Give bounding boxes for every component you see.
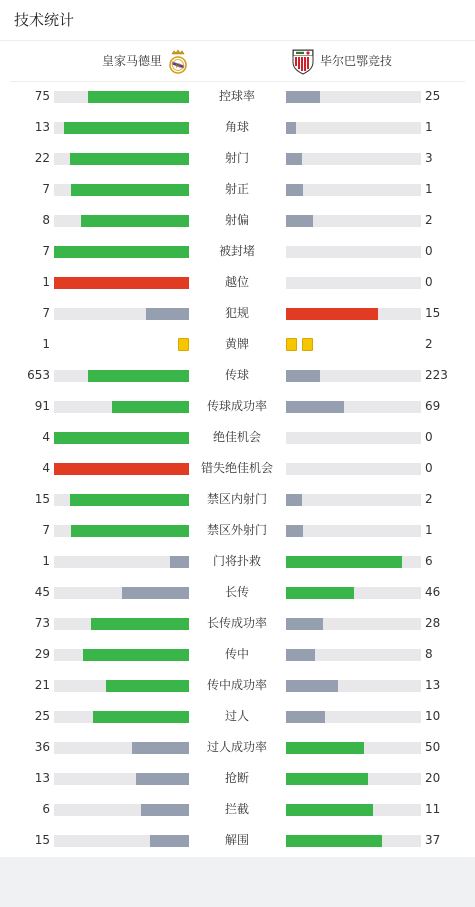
home-bar-fill	[71, 525, 189, 537]
home-bar-fill	[141, 804, 189, 816]
athletic-bilbao-crest-icon	[292, 48, 314, 75]
home-bar-track	[54, 494, 189, 506]
away-yellow-cards	[286, 338, 318, 351]
away-value: 1	[425, 120, 433, 134]
away-value: 50	[425, 740, 441, 754]
stat-label: 传中	[224, 647, 249, 661]
away-bar-fill	[286, 618, 323, 630]
stat-row	[0, 639, 475, 670]
home-bar-track	[54, 463, 189, 475]
home-bar-fill	[64, 122, 189, 134]
away-value: 28	[425, 616, 441, 630]
away-bar-track	[286, 432, 421, 444]
away-bar-fill	[286, 91, 320, 103]
home-bar-fill	[122, 587, 189, 599]
stat-row	[0, 112, 475, 143]
home-yellow-cards	[173, 338, 189, 351]
away-value: 10	[425, 709, 441, 723]
home-bar-track	[54, 711, 189, 723]
home-bar-track	[54, 587, 189, 599]
home-bar-fill	[81, 215, 189, 227]
home-bar-fill	[71, 184, 189, 196]
stat-row	[0, 391, 475, 422]
yellow-card-icon	[302, 338, 313, 351]
home-bar-track	[54, 525, 189, 537]
stat-row	[0, 670, 475, 701]
stat-row	[0, 174, 475, 205]
home-bar-track	[54, 184, 189, 196]
svg-text:M: M	[175, 63, 181, 70]
away-value: 0	[425, 275, 433, 289]
stat-label: 传球	[224, 368, 249, 382]
home-bar-track	[54, 804, 189, 816]
home-bar-track	[54, 215, 189, 227]
home-value: 15	[34, 492, 50, 506]
away-bar-fill	[286, 773, 368, 785]
away-bar-fill	[286, 215, 313, 227]
away-value: 46	[425, 585, 441, 599]
home-bar-track	[54, 618, 189, 630]
away-bar-fill	[286, 804, 373, 816]
stat-row	[0, 236, 475, 267]
stat-label: 被封堵	[218, 244, 255, 258]
away-bar-fill	[286, 494, 302, 506]
away-bar-track	[286, 122, 421, 134]
stat-row	[0, 608, 475, 639]
away-value: 1	[425, 182, 433, 196]
stat-label: 门将扑救	[212, 554, 261, 568]
away-value: 223	[425, 368, 448, 382]
stat-row	[0, 422, 475, 453]
away-bar-track	[286, 556, 421, 568]
away-value: 0	[425, 244, 433, 258]
stat-row	[0, 701, 475, 732]
home-value: 15	[34, 833, 50, 847]
away-value: 69	[425, 399, 441, 413]
home-bar-fill	[88, 91, 189, 103]
stat-row	[0, 484, 475, 515]
away-bar-track	[286, 649, 421, 661]
yellow-card-icon	[286, 338, 297, 351]
home-bar-fill	[54, 277, 189, 289]
home-bar-track	[54, 370, 189, 382]
stat-row	[0, 732, 475, 763]
home-bar-track	[54, 246, 189, 258]
home-bar-fill	[106, 680, 189, 692]
away-bar-fill	[286, 308, 378, 320]
teams-header	[10, 41, 465, 81]
home-bar-fill	[150, 835, 189, 847]
home-bar-track	[54, 277, 189, 289]
home-bar-fill	[54, 246, 189, 258]
stat-label: 过人	[224, 709, 249, 723]
home-bar-fill	[88, 370, 189, 382]
home-bar-fill	[112, 401, 189, 413]
home-value: 4	[42, 461, 50, 475]
stat-label: 射正	[224, 182, 249, 196]
away-bar-fill	[286, 680, 338, 692]
stat-label: 错失绝佳机会	[200, 461, 273, 475]
home-bar-track	[54, 91, 189, 103]
away-bar-fill	[286, 525, 303, 537]
away-bar-fill	[286, 649, 315, 661]
home-value: 7	[42, 182, 50, 196]
away-bar-track	[286, 184, 421, 196]
home-value: 36	[34, 740, 50, 754]
home-bar-track	[54, 835, 189, 847]
real-madrid-crest-icon	[168, 49, 188, 75]
stat-label: 绝佳机会	[212, 430, 261, 444]
home-bar-track	[54, 122, 189, 134]
yellow-card-icon	[178, 338, 189, 351]
home-bar-fill	[70, 153, 189, 165]
stat-row	[0, 360, 475, 391]
away-bar-fill	[286, 556, 402, 568]
home-value: 1	[42, 275, 50, 289]
away-bar-track	[286, 773, 421, 785]
stat-row	[0, 794, 475, 825]
stat-label: 传中成功率	[206, 678, 267, 692]
stat-label: 抢断	[224, 771, 249, 785]
home-bar-fill	[93, 711, 189, 723]
away-bar-track	[286, 463, 421, 475]
home-bar-track	[54, 773, 189, 785]
home-bar-fill	[70, 494, 189, 506]
away-bar-fill	[286, 153, 302, 165]
home-value: 75	[34, 89, 50, 103]
home-bar-fill	[146, 308, 189, 320]
away-value: 2	[425, 492, 433, 506]
stat-label: 角球	[224, 120, 249, 134]
stat-row	[0, 205, 475, 236]
stat-row	[0, 298, 475, 329]
stat-label: 长传	[224, 585, 249, 599]
home-value: 25	[34, 709, 50, 723]
stat-row	[0, 825, 475, 856]
stat-row	[0, 577, 475, 608]
away-bar-fill	[286, 835, 382, 847]
away-bar-track	[286, 91, 421, 103]
home-value: 1	[42, 554, 50, 568]
away-value: 11	[425, 802, 441, 816]
away-value: 2	[425, 337, 433, 351]
home-value: 29	[34, 647, 50, 661]
stat-row	[0, 546, 475, 577]
home-value: 21	[34, 678, 50, 692]
home-bar-fill	[132, 742, 189, 754]
away-bar-track	[286, 742, 421, 754]
away-value: 1	[425, 523, 433, 537]
stat-row	[0, 329, 475, 360]
away-bar-track	[286, 277, 421, 289]
stat-label: 禁区内射门	[206, 492, 267, 506]
stat-row	[0, 143, 475, 174]
away-team-name: 毕尔巴鄂竞技	[320, 54, 393, 68]
stat-row	[0, 515, 475, 546]
stat-label: 长传成功率	[206, 616, 267, 630]
home-value: 13	[34, 120, 50, 134]
home-bar-fill	[83, 649, 189, 661]
stat-row	[0, 763, 475, 794]
home-value: 6	[42, 802, 50, 816]
stat-label: 黄牌	[224, 337, 249, 351]
stat-row	[0, 81, 475, 112]
away-bar-track	[286, 308, 421, 320]
home-bar-fill	[54, 432, 189, 444]
away-bar-track	[286, 835, 421, 847]
home-value: 8	[42, 213, 50, 227]
home-value: 4	[42, 430, 50, 444]
away-bar-track	[286, 804, 421, 816]
stat-label: 越位	[224, 275, 249, 289]
away-bar-track	[286, 680, 421, 692]
away-value: 0	[425, 461, 433, 475]
stat-label: 传球成功率	[206, 399, 267, 413]
away-bar-track	[286, 401, 421, 413]
away-bar-fill	[286, 122, 296, 134]
home-bar-track	[54, 742, 189, 754]
stat-label: 射门	[224, 151, 249, 165]
away-bar-track	[286, 246, 421, 258]
home-value: 7	[42, 244, 50, 258]
home-value: 13	[34, 771, 50, 785]
home-value: 7	[42, 306, 50, 320]
home-bar-track	[54, 153, 189, 165]
away-bar-fill	[286, 370, 320, 382]
stat-row	[0, 453, 475, 484]
away-value: 6	[425, 554, 433, 568]
away-value: 3	[425, 151, 433, 165]
home-value: 91	[34, 399, 50, 413]
away-bar-fill	[286, 711, 325, 723]
stat-label: 控球率	[218, 89, 255, 103]
away-value: 8	[425, 647, 433, 661]
home-value: 45	[34, 585, 50, 599]
away-bar-track	[286, 711, 421, 723]
stat-label: 解围	[224, 833, 249, 847]
home-bar-fill	[136, 773, 189, 785]
home-team-name: 皇家马德里	[102, 54, 163, 68]
home-bar-fill	[170, 556, 189, 568]
home-value: 7	[42, 523, 50, 537]
stat-row	[0, 267, 475, 298]
away-value: 15	[425, 306, 441, 320]
away-bar-track	[286, 587, 421, 599]
away-bar-fill	[286, 587, 354, 599]
away-bar-fill	[286, 401, 344, 413]
stat-label: 射偏	[224, 213, 249, 227]
home-value: 22	[34, 151, 50, 165]
away-bar-track	[286, 215, 421, 227]
away-bar-track	[286, 525, 421, 537]
stat-label: 禁区外射门	[206, 523, 267, 537]
away-bar-track	[286, 494, 421, 506]
home-value: 1	[42, 337, 50, 351]
away-value: 25	[425, 89, 441, 103]
home-bar-track	[54, 556, 189, 568]
away-bar-track	[286, 618, 421, 630]
away-bar-fill	[286, 184, 303, 196]
page-title: 技术统计	[14, 11, 75, 29]
home-bar-track	[54, 649, 189, 661]
away-value: 37	[425, 833, 441, 847]
home-bar-track	[54, 680, 189, 692]
stat-label: 拦截	[224, 802, 249, 816]
home-value: 653	[27, 368, 50, 382]
away-value: 2	[425, 213, 433, 227]
away-bar-track	[286, 370, 421, 382]
home-bar-fill	[54, 463, 189, 475]
home-bar-track	[54, 432, 189, 444]
home-bar-track	[54, 308, 189, 320]
stat-label: 过人成功率	[206, 740, 267, 754]
stat-label: 犯规	[224, 306, 249, 320]
home-value: 73	[34, 616, 50, 630]
away-value: 0	[425, 430, 433, 444]
away-bar-track	[286, 153, 421, 165]
home-bar-fill	[91, 618, 189, 630]
away-value: 13	[425, 678, 441, 692]
home-bar-track	[54, 401, 189, 413]
away-value: 20	[425, 771, 441, 785]
away-bar-fill	[286, 742, 364, 754]
